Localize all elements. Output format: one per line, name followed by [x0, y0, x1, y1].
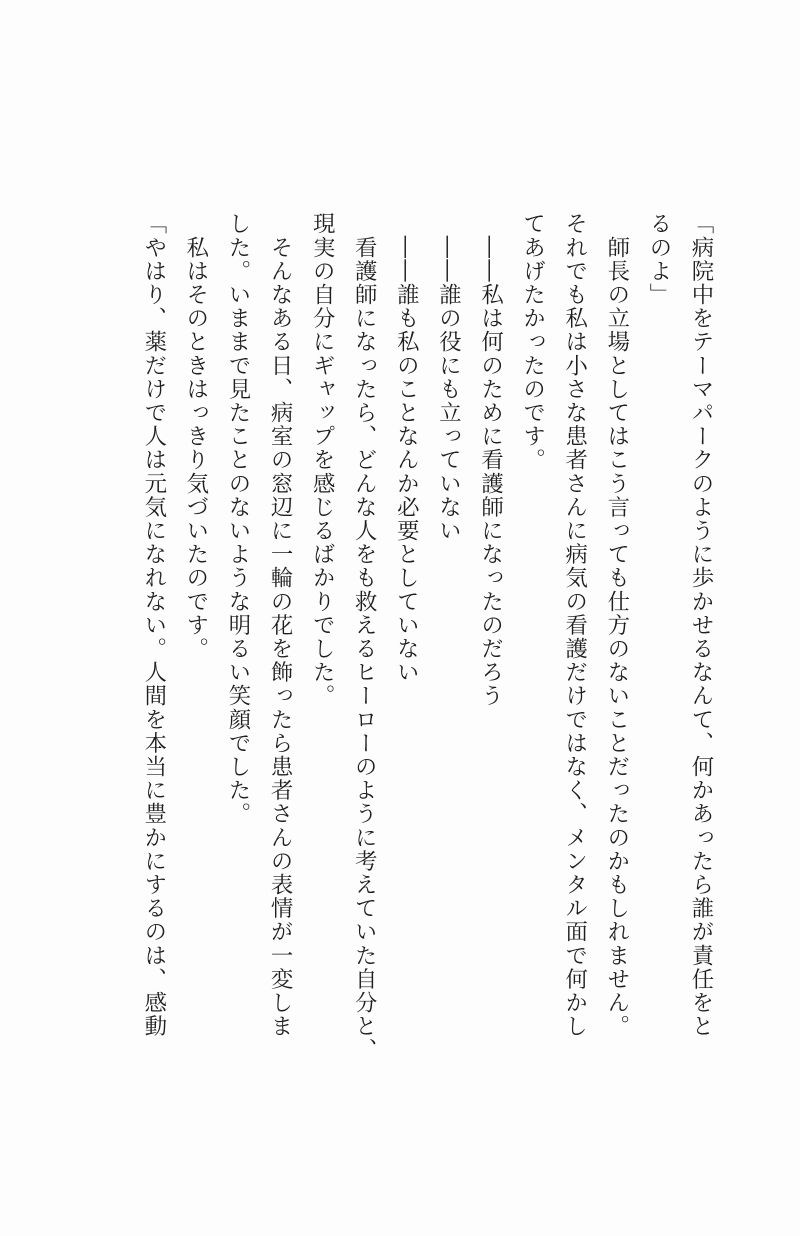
text-line: ――誰の役にも立っていない: [435, 212, 462, 543]
text-line: した。いままで見たことのないような明るい笑顔でした。: [224, 212, 251, 826]
text-line: るのよ」: [645, 212, 672, 307]
text-line: それでも私は小さな患者さんに病気の看護だけではなく、メンタル面で何かし: [561, 212, 588, 1038]
text-line: てあげたかったのです。: [519, 212, 546, 472]
text-line: 「病院中をテーマパークのように歩かせるなんて、何かあったら誰が責任をと: [688, 212, 714, 1038]
text-line: 「やはり、薬だけで人は元気になれない。人間を本当に豊かにするのは、感動: [140, 212, 167, 1038]
text-line: 私はそのときはっきり気づいたのです。: [182, 212, 209, 661]
text-line: 師長の立場としてはこう言っても仕方のないことだったのかもしれません。: [603, 212, 630, 1038]
text-line: そんなある日、病室の窓辺に一輪の花を飾ったら患者さんの表情が一変しま: [267, 212, 294, 1038]
text-line: ――誰も私のことなんか必要としていない: [393, 212, 420, 684]
text-line: 看護師になったら、どんな人をも救えるヒーローのように考えていた自分と、: [351, 212, 378, 1062]
text-line: 現実の自分にギャップを感じるばかりでした。: [309, 212, 336, 708]
text-line: ――私は何のために看護師になったのだろう: [477, 212, 504, 708]
vertical-text-body: [133, 212, 722, 1062]
